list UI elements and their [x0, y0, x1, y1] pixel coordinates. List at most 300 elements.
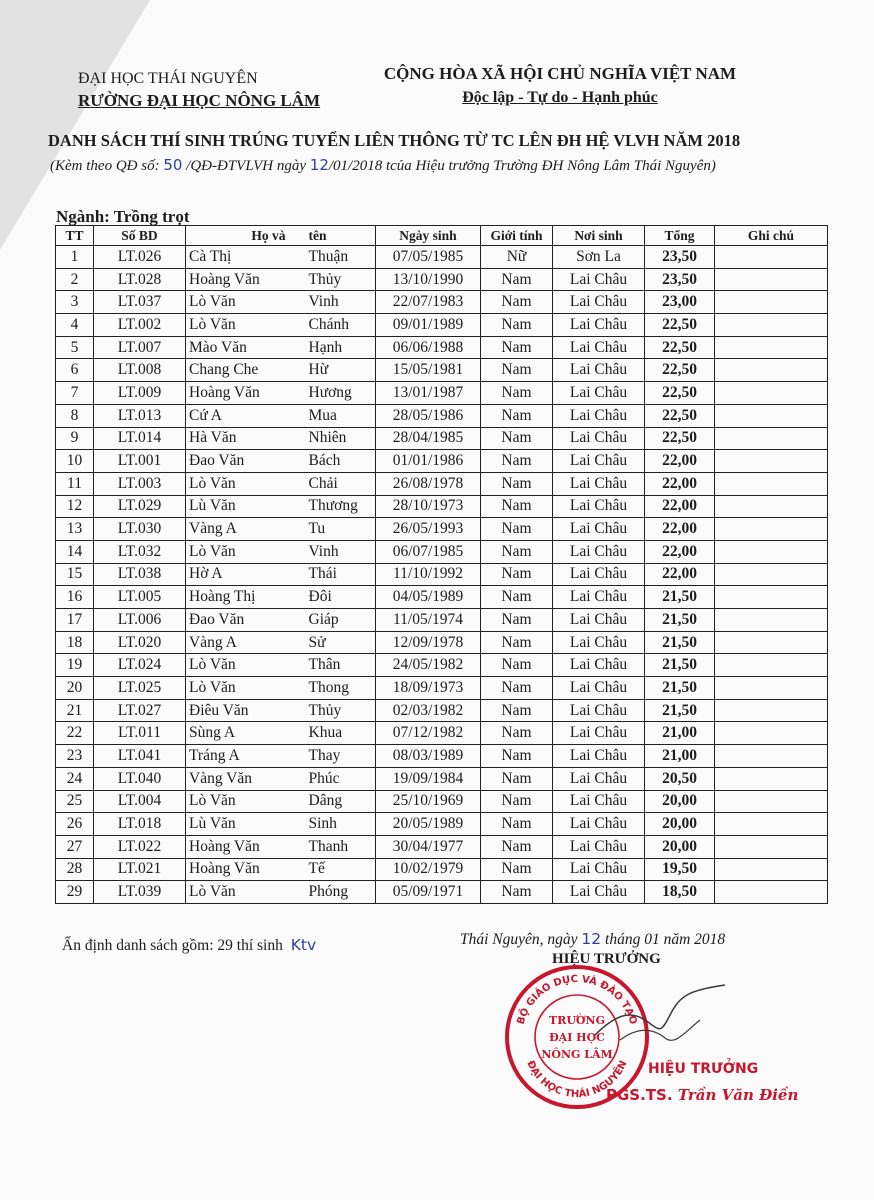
cell-tong: 21,50 [645, 631, 715, 654]
col-header-ten: tên [306, 226, 376, 246]
sign-date [460, 930, 725, 949]
table-row [56, 722, 828, 745]
table-header-row [56, 226, 828, 246]
cell-tong: 22,50 [645, 336, 715, 359]
cell-ten: Chánh [306, 314, 376, 337]
cell-tong: 22,50 [645, 359, 715, 382]
cell-tt: 17 [56, 609, 94, 632]
cell-tong: 21,50 [645, 677, 715, 700]
cell-sobd: LT.027 [94, 699, 186, 722]
table-row [56, 881, 828, 904]
cell-tong: 23,50 [645, 268, 715, 291]
col-header-ghi-chu: Ghi chú [715, 226, 828, 246]
cell-ho: Vàng Văn [186, 767, 306, 790]
cell-sobd: LT.029 [94, 495, 186, 518]
table-row [56, 495, 828, 518]
cell-ten: Bách [306, 450, 376, 473]
cell-gioi-tinh: Nam [481, 427, 553, 450]
cell-gioi-tinh: Nam [481, 654, 553, 677]
cell-ten: Sử [306, 631, 376, 654]
table-row [56, 314, 828, 337]
col-header-ho: Họ và [186, 226, 306, 246]
cell-ten: Thái [306, 563, 376, 586]
table-row [56, 336, 828, 359]
table-row [56, 427, 828, 450]
cell-ho: Lò Văn [186, 677, 306, 700]
cell-ten: Vinh [306, 291, 376, 314]
cell-tt: 21 [56, 699, 94, 722]
cell-tong: 19,50 [645, 858, 715, 881]
table-row [56, 631, 828, 654]
cell-noi-sinh: Lai Châu [553, 268, 645, 291]
cell-sobd: LT.001 [94, 450, 186, 473]
cell-ho: Hoàng Thị [186, 586, 306, 609]
cell-tong: 22,00 [645, 563, 715, 586]
cell-ngay-sinh: 11/10/1992 [376, 563, 481, 586]
cell-noi-sinh: Lai Châu [553, 745, 645, 768]
cell-tt: 7 [56, 382, 94, 405]
document-subtitle [50, 156, 716, 175]
cell-gioi-tinh: Nam [481, 314, 553, 337]
cell-ghi-chu [715, 699, 828, 722]
cell-noi-sinh: Lai Châu [553, 563, 645, 586]
cell-sobd: LT.030 [94, 518, 186, 541]
cell-ten: Thanh [306, 835, 376, 858]
subtitle-mid: /QĐ-ĐTVLVH ngày [186, 158, 307, 174]
table-row [56, 382, 828, 405]
cell-ghi-chu [715, 677, 828, 700]
cell-noi-sinh: Lai Châu [553, 382, 645, 405]
cell-ngay-sinh: 28/10/1973 [376, 495, 481, 518]
stamp-signer-title: HIỆU TRƯỞNG [648, 1061, 759, 1077]
table-row [56, 835, 828, 858]
cell-noi-sinh: Lai Châu [553, 813, 645, 836]
cell-gioi-tinh: Nam [481, 813, 553, 836]
cell-sobd: LT.024 [94, 654, 186, 677]
cell-tt: 2 [56, 268, 94, 291]
cell-ten: Nhiên [306, 427, 376, 450]
cell-ngay-sinh: 28/05/1986 [376, 404, 481, 427]
cell-gioi-tinh: Nam [481, 835, 553, 858]
cell-ghi-chu [715, 540, 828, 563]
cell-ngay-sinh: 07/12/1982 [376, 722, 481, 745]
cell-ghi-chu [715, 427, 828, 450]
cell-noi-sinh: Lai Châu [553, 336, 645, 359]
cell-ghi-chu [715, 291, 828, 314]
cell-noi-sinh: Lai Châu [553, 586, 645, 609]
table-row [56, 790, 828, 813]
cell-ghi-chu [715, 518, 828, 541]
header-right [380, 62, 740, 110]
seal-outer-text: BỘ GIÁO DỤC VÀ ĐÀO TẠO [515, 973, 639, 1026]
cell-ghi-chu [715, 495, 828, 518]
cell-ngay-sinh: 26/08/1978 [376, 472, 481, 495]
cell-noi-sinh: Lai Châu [553, 540, 645, 563]
cell-ten: Khua [306, 722, 376, 745]
signature [590, 980, 730, 1050]
seal-bottom-text: ĐẠI HỌC THÁI NGUYÊN [524, 1059, 630, 1101]
cell-sobd: LT.037 [94, 291, 186, 314]
cell-tt: 6 [56, 359, 94, 382]
cell-tong: 20,00 [645, 813, 715, 836]
cell-ghi-chu [715, 586, 828, 609]
table-row [56, 609, 828, 632]
cell-ghi-chu [715, 268, 828, 291]
cell-ngay-sinh: 15/05/1981 [376, 359, 481, 382]
cell-tt: 10 [56, 450, 94, 473]
cell-ho: Lù Văn [186, 495, 306, 518]
cell-ngay-sinh: 28/04/1985 [376, 427, 481, 450]
cell-gioi-tinh: Nam [481, 540, 553, 563]
cell-ten: Tu [306, 518, 376, 541]
decision-number: 50 [163, 156, 183, 174]
cell-tt: 25 [56, 790, 94, 813]
cell-ghi-chu [715, 745, 828, 768]
seal-center-line1: TRƯỜNG [549, 1014, 605, 1027]
cell-ten: Chải [306, 472, 376, 495]
cell-tt: 3 [56, 291, 94, 314]
cell-sobd: LT.008 [94, 359, 186, 382]
cell-sobd: LT.040 [94, 767, 186, 790]
cell-tt: 29 [56, 881, 94, 904]
cell-ngay-sinh: 04/05/1989 [376, 586, 481, 609]
cell-ho: Lò Văn [186, 654, 306, 677]
cell-sobd: LT.009 [94, 382, 186, 405]
cell-sobd: LT.032 [94, 540, 186, 563]
cell-ho: Lò Văn [186, 540, 306, 563]
cell-ten: Phúc [306, 767, 376, 790]
cell-tong: 22,00 [645, 518, 715, 541]
cell-ho: Hà Văn [186, 427, 306, 450]
cell-noi-sinh: Lai Châu [553, 359, 645, 382]
cell-tt: 11 [56, 472, 94, 495]
cell-ho: Tráng A [186, 745, 306, 768]
cell-tong: 20,00 [645, 835, 715, 858]
cell-gioi-tinh: Nam [481, 677, 553, 700]
cell-ho: Lò Văn [186, 881, 306, 904]
cell-ho: Đao Văn [186, 450, 306, 473]
cell-ten: Giáp [306, 609, 376, 632]
handwritten-initials: Ktv [290, 936, 317, 954]
col-header-tt: TT [56, 226, 94, 246]
table-row [56, 699, 828, 722]
cell-tong: 22,00 [645, 472, 715, 495]
cell-tong: 21,50 [645, 586, 715, 609]
table-row [56, 858, 828, 881]
cell-gioi-tinh: Nam [481, 586, 553, 609]
cell-tong: 22,50 [645, 427, 715, 450]
cell-tong: 22,50 [645, 404, 715, 427]
cell-noi-sinh: Lai Châu [553, 518, 645, 541]
cell-tong: 23,50 [645, 246, 715, 269]
cell-noi-sinh: Lai Châu [553, 677, 645, 700]
cell-ngay-sinh: 06/07/1985 [376, 540, 481, 563]
cell-gioi-tinh: Nữ [481, 246, 553, 269]
cell-sobd: LT.021 [94, 858, 186, 881]
table-body [56, 246, 828, 904]
signer-title: HIỆU TRƯỞNG [552, 951, 661, 967]
cell-ten: Đôi [306, 586, 376, 609]
cell-ngay-sinh: 19/09/1984 [376, 767, 481, 790]
cell-sobd: LT.022 [94, 835, 186, 858]
table-row [56, 518, 828, 541]
cell-tong: 22,00 [645, 450, 715, 473]
cell-gioi-tinh: Nam [481, 722, 553, 745]
cell-sobd: LT.007 [94, 336, 186, 359]
cell-ten: Thân [306, 654, 376, 677]
table-row [56, 540, 828, 563]
cell-ghi-chu [715, 858, 828, 881]
subtitle-suffix: /01/2018 tcủa Hiệu trưởng Trường ĐH Nông Lâm Thái Nguyên) [328, 158, 716, 174]
cell-gioi-tinh: Nam [481, 767, 553, 790]
cell-ten: Thủy [306, 268, 376, 291]
date-prefix: Thái Nguyên, ngày [460, 931, 578, 948]
cell-tong: 22,00 [645, 495, 715, 518]
cell-tong: 21,50 [645, 609, 715, 632]
cell-ghi-chu [715, 813, 828, 836]
cell-noi-sinh: Lai Châu [553, 767, 645, 790]
cell-ngay-sinh: 25/10/1969 [376, 790, 481, 813]
cell-ten: Thủy [306, 699, 376, 722]
cell-noi-sinh: Lai Châu [553, 495, 645, 518]
cell-ngay-sinh: 11/05/1974 [376, 609, 481, 632]
cell-ngay-sinh: 18/09/1973 [376, 677, 481, 700]
cell-ghi-chu [715, 609, 828, 632]
cell-ho: Lò Văn [186, 472, 306, 495]
cell-ghi-chu [715, 450, 828, 473]
cell-gioi-tinh: Nam [481, 609, 553, 632]
cell-noi-sinh: Lai Châu [553, 881, 645, 904]
major-label: Ngành: Trồng trọt [56, 207, 190, 226]
cell-ho: Lò Văn [186, 291, 306, 314]
cell-gioi-tinh: Nam [481, 790, 553, 813]
cell-ghi-chu [715, 881, 828, 904]
cell-noi-sinh: Lai Châu [553, 858, 645, 881]
cell-tt: 8 [56, 404, 94, 427]
cell-tong: 21,50 [645, 699, 715, 722]
cell-ten: Hạnh [306, 336, 376, 359]
cell-ho: Chang Che [186, 359, 306, 382]
cell-ho: Đao Văn [186, 609, 306, 632]
cell-gioi-tinh: Nam [481, 336, 553, 359]
cell-ten: Hừ [306, 359, 376, 382]
subtitle-prefix: (Kèm theo QĐ số: [50, 158, 160, 174]
cell-ghi-chu [715, 790, 828, 813]
cell-tt: 20 [56, 677, 94, 700]
cell-gioi-tinh: Nam [481, 472, 553, 495]
cell-tt: 24 [56, 767, 94, 790]
table-row [56, 813, 828, 836]
cell-sobd: LT.004 [94, 790, 186, 813]
cell-tt: 26 [56, 813, 94, 836]
cell-tt: 12 [56, 495, 94, 518]
cell-ho: Điêu Văn [186, 699, 306, 722]
cell-sobd: LT.014 [94, 427, 186, 450]
table-row [56, 745, 828, 768]
cell-noi-sinh: Lai Châu [553, 472, 645, 495]
stamp-signer-name [606, 1086, 798, 1104]
cell-sobd: LT.002 [94, 314, 186, 337]
cell-tt: 15 [56, 563, 94, 586]
cell-ngay-sinh: 02/03/1982 [376, 699, 481, 722]
cell-sobd: LT.005 [94, 586, 186, 609]
cell-ho: Cứ A [186, 404, 306, 427]
cell-ho: Lò Văn [186, 790, 306, 813]
cell-sobd: LT.013 [94, 404, 186, 427]
cell-gioi-tinh: Nam [481, 745, 553, 768]
cell-ten: Tế [306, 858, 376, 881]
table-row [56, 246, 828, 269]
cell-gioi-tinh: Nam [481, 268, 553, 291]
document-title: DANH SÁCH THÍ SINH TRÚNG TUYỂN LIÊN THÔNG TỪ TC LÊN ĐH HỆ VLVH NĂM 2018 [48, 131, 741, 150]
cell-tong: 21,00 [645, 722, 715, 745]
cell-ho: Lù Văn [186, 813, 306, 836]
cell-tt: 14 [56, 540, 94, 563]
signer-degree: PGS.TS. [606, 1086, 673, 1104]
cell-noi-sinh: Lai Châu [553, 835, 645, 858]
cell-noi-sinh: Lai Châu [553, 654, 645, 677]
cell-tong: 18,50 [645, 881, 715, 904]
header-left [78, 68, 320, 112]
decision-day: 12 [309, 156, 329, 174]
cell-ngay-sinh: 13/01/1987 [376, 382, 481, 405]
cell-tt: 28 [56, 858, 94, 881]
cell-ho: Lò Văn [186, 314, 306, 337]
cell-sobd: LT.006 [94, 609, 186, 632]
table-row [56, 677, 828, 700]
cell-ngay-sinh: 05/09/1971 [376, 881, 481, 904]
cell-gioi-tinh: Nam [481, 382, 553, 405]
cell-noi-sinh: Lai Châu [553, 427, 645, 450]
cell-ghi-chu [715, 472, 828, 495]
cell-gioi-tinh: Nam [481, 631, 553, 654]
cell-ho: Hờ A [186, 563, 306, 586]
cell-tong: 21,00 [645, 745, 715, 768]
cell-noi-sinh: Lai Châu [553, 699, 645, 722]
table-row [56, 291, 828, 314]
cell-ho: Sùng A [186, 722, 306, 745]
table-row [56, 359, 828, 382]
cell-ho: Mào Văn [186, 336, 306, 359]
col-header-ngay-sinh: Ngày sinh [376, 226, 481, 246]
cell-tt: 5 [56, 336, 94, 359]
cell-sobd: LT.039 [94, 881, 186, 904]
cell-tt: 22 [56, 722, 94, 745]
cell-noi-sinh: Lai Châu [553, 450, 645, 473]
cell-sobd: LT.041 [94, 745, 186, 768]
cell-tt: 19 [56, 654, 94, 677]
cell-tong: 20,00 [645, 790, 715, 813]
cell-gioi-tinh: Nam [481, 699, 553, 722]
cell-tt: 16 [56, 586, 94, 609]
cell-tt: 9 [56, 427, 94, 450]
cell-gioi-tinh: Nam [481, 563, 553, 586]
national-title: CỘNG HÒA XÃ HỘI CHỦ NGHĨA VIỆT NAM [383, 64, 737, 83]
cell-ho: Vàng A [186, 518, 306, 541]
cell-ghi-chu [715, 359, 828, 382]
cell-ghi-chu [715, 631, 828, 654]
cell-tt: 23 [56, 745, 94, 768]
cell-tt: 18 [56, 631, 94, 654]
date-day: 12 [581, 930, 602, 948]
cell-ho: Cà Thị [186, 246, 306, 269]
cell-ngay-sinh: 07/05/1985 [376, 246, 481, 269]
cell-tong: 21,50 [645, 654, 715, 677]
cell-tt: 13 [56, 518, 94, 541]
national-motto: Độc lập - Tự do - Hạnh phúc [462, 89, 658, 106]
candidate-table [55, 225, 828, 904]
signer-name: Trần Văn Điền [677, 1086, 799, 1104]
date-suffix: tháng 01 năm 2018 [605, 931, 726, 948]
cell-gioi-tinh: Nam [481, 518, 553, 541]
cell-ho: Vàng A [186, 631, 306, 654]
cell-ghi-chu [715, 654, 828, 677]
cell-tt: 4 [56, 314, 94, 337]
table-row [56, 586, 828, 609]
cell-ngay-sinh: 08/03/1989 [376, 745, 481, 768]
table-row [56, 404, 828, 427]
cell-ghi-chu [715, 563, 828, 586]
cell-noi-sinh: Sơn La [553, 246, 645, 269]
cell-ten: Dâng [306, 790, 376, 813]
cell-gioi-tinh: Nam [481, 495, 553, 518]
cell-ngay-sinh: 06/06/1988 [376, 336, 481, 359]
cell-ghi-chu [715, 767, 828, 790]
cell-ho: Hoàng Văn [186, 382, 306, 405]
cell-noi-sinh: Lai Châu [553, 314, 645, 337]
cell-gioi-tinh: Nam [481, 359, 553, 382]
cell-ten: Hương [306, 382, 376, 405]
cell-ten: Thương [306, 495, 376, 518]
cell-ngay-sinh: 12/09/1978 [376, 631, 481, 654]
cell-ngay-sinh: 20/05/1989 [376, 813, 481, 836]
cell-ho: Hoàng Văn [186, 858, 306, 881]
cell-ten: Sinh [306, 813, 376, 836]
cell-ghi-chu [715, 246, 828, 269]
cell-ngay-sinh: 24/05/1982 [376, 654, 481, 677]
table-row [56, 472, 828, 495]
cell-ten: Mua [306, 404, 376, 427]
count-text: Ấn định danh sách gồm: 29 thí sinh [62, 937, 283, 954]
col-header-gioi-tinh: Giới tính [481, 226, 553, 246]
cell-sobd: LT.020 [94, 631, 186, 654]
col-header-tong: Tổng [645, 226, 715, 246]
table-row [56, 450, 828, 473]
cell-sobd: LT.038 [94, 563, 186, 586]
cell-gioi-tinh: Nam [481, 404, 553, 427]
cell-noi-sinh: Lai Châu [553, 722, 645, 745]
cell-ghi-chu [715, 835, 828, 858]
cell-gioi-tinh: Nam [481, 291, 553, 314]
cell-ngay-sinh: 10/02/1979 [376, 858, 481, 881]
cell-sobd: LT.025 [94, 677, 186, 700]
table-row [56, 268, 828, 291]
cell-ngay-sinh: 09/01/1989 [376, 314, 481, 337]
cell-ten: Vinh [306, 540, 376, 563]
seal-center-line3: NÔNG LÂM [541, 1048, 613, 1061]
cell-ho: Hoàng Văn [186, 835, 306, 858]
cell-sobd: LT.026 [94, 246, 186, 269]
cell-tong: 20,50 [645, 767, 715, 790]
cell-sobd: LT.003 [94, 472, 186, 495]
cell-noi-sinh: Lai Châu [553, 609, 645, 632]
cell-sobd: LT.028 [94, 268, 186, 291]
cell-noi-sinh: Lai Châu [553, 790, 645, 813]
table-row [56, 563, 828, 586]
col-header-sobd: Số BD [94, 226, 186, 246]
cell-tong: 23,00 [645, 291, 715, 314]
table-row [56, 767, 828, 790]
